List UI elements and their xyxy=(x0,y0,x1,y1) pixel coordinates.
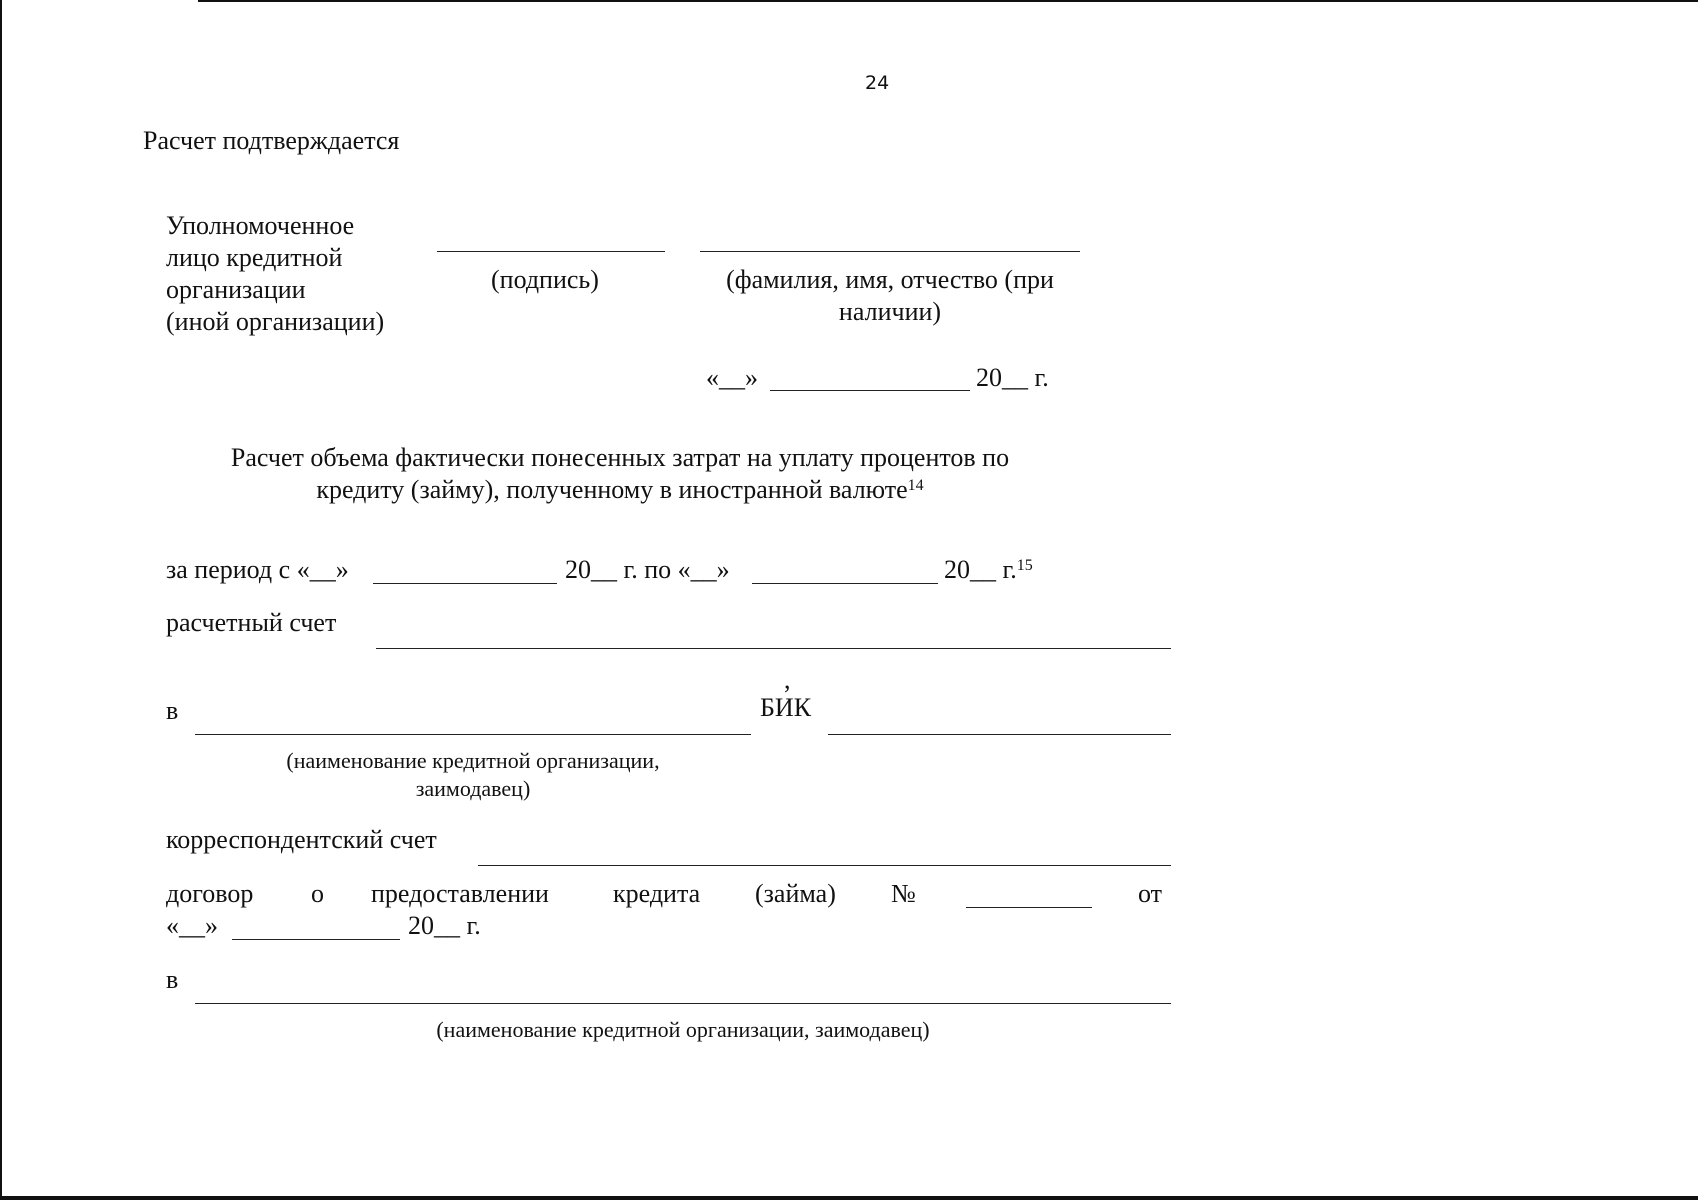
document-title-line2-text: кредиту (займу), полученному в иностранной валюте xyxy=(316,475,908,504)
bank-name-line[interactable] xyxy=(195,734,751,735)
contract-word-4: кредита xyxy=(613,879,701,908)
bank-comma: , xyxy=(784,665,791,694)
lender-name-line[interactable] xyxy=(195,1003,1171,1004)
signatory-label-line3: организации xyxy=(166,275,306,304)
full-name-line[interactable] xyxy=(700,251,1080,252)
corr-account-label: корреспондентский счет xyxy=(166,825,437,854)
full-name-caption-line2: наличии) xyxy=(838,297,942,326)
bik-line[interactable] xyxy=(828,734,1171,735)
period-prefix: за период с «__» xyxy=(166,555,349,584)
footnote-14: 14 xyxy=(907,477,924,494)
signatory-label-line2: лицо кредитной xyxy=(166,243,343,272)
corr-account-line[interactable] xyxy=(478,865,1171,866)
sign-date-month-line[interactable] xyxy=(770,390,970,391)
signatory-label-line1: Уполномоченное xyxy=(166,211,355,240)
confirm-heading: Расчет подтверждается xyxy=(143,126,400,155)
scan-border-top xyxy=(198,0,1698,2)
bik-label: БИК xyxy=(760,693,812,722)
period-to xyxy=(944,554,1033,586)
signature-line[interactable] xyxy=(437,251,665,252)
period-from-year: 20__ г. по «__» xyxy=(565,555,730,584)
sign-date-year: 20__ г. xyxy=(976,363,1049,392)
scan-border-left xyxy=(0,0,2,1200)
contract-date-day: «__» xyxy=(166,911,218,940)
contract-number-sign: № xyxy=(891,879,916,908)
lender-prefix: в xyxy=(166,965,179,994)
contract-word-5: (займа) xyxy=(755,879,836,908)
signatory-label-line4: (иной организации) xyxy=(166,307,385,336)
settlement-account-label: расчетный счет xyxy=(166,608,337,637)
scan-border-bottom xyxy=(0,1196,1698,1200)
contract-date-year: 20__ г. xyxy=(408,911,481,940)
document-title-line2 xyxy=(0,474,1240,506)
full-name-caption-line1: (фамилия, имя, отчество (при xyxy=(726,265,1054,294)
sign-date-day: «__» xyxy=(706,363,758,392)
bank-caption-line2: заимодавец) xyxy=(415,776,531,801)
bank-caption-line1: (наименование кредитной организации, xyxy=(286,748,660,773)
period-to-year: 20__ г. xyxy=(944,555,1017,584)
contract-word-3: предоставлении xyxy=(371,879,549,908)
document-title-line1: Расчет объема фактически понесенных затрат на уплату процентов по xyxy=(230,443,1010,472)
settlement-account-line[interactable] xyxy=(376,648,1171,649)
page-number: 24 xyxy=(865,72,890,94)
period-to-month-line[interactable] xyxy=(752,583,938,584)
contract-number-line[interactable] xyxy=(966,907,1092,908)
period-from-month-line[interactable] xyxy=(373,583,557,584)
contract-date-month-line[interactable] xyxy=(232,939,400,940)
bank-prefix: в xyxy=(166,696,179,725)
signature-caption: (подпись) xyxy=(491,265,599,294)
contract-word-2: о xyxy=(311,879,324,908)
contract-word-1: договор xyxy=(166,879,254,908)
footnote-15: 15 xyxy=(1016,557,1033,574)
lender-caption: (наименование кредитной организации, заимодавец) xyxy=(436,1017,930,1042)
contract-from-label: от xyxy=(1138,879,1163,908)
